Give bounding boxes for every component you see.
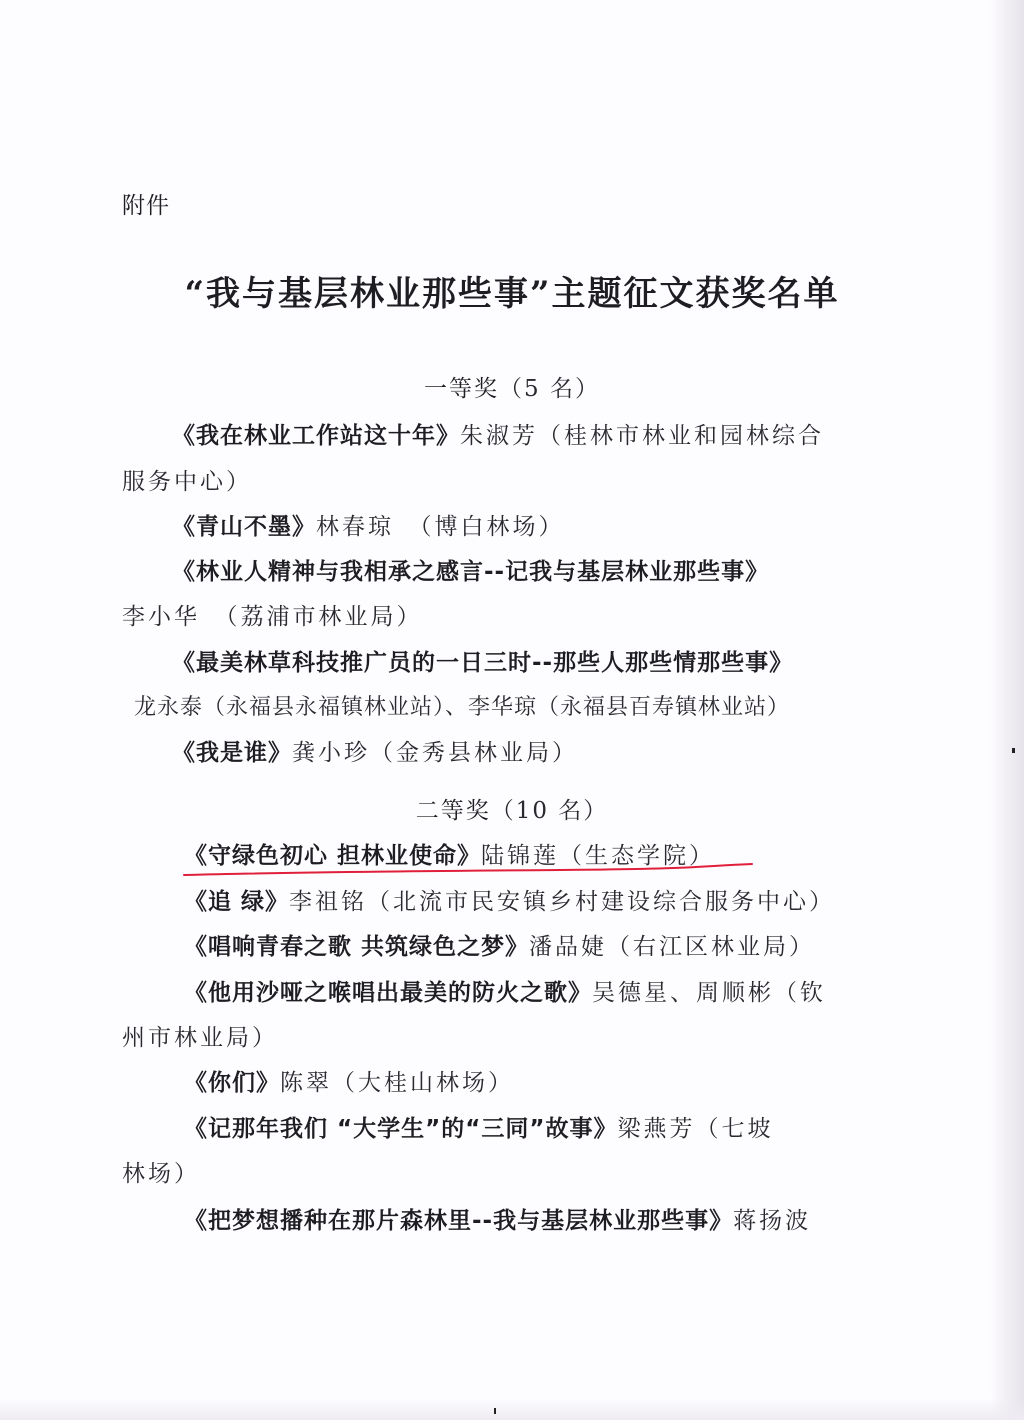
award-entry: [184, 1206, 811, 1236]
award-entry: [184, 841, 715, 871]
attachment-label: 附件: [122, 193, 170, 219]
entry-title: 《他用沙哑之喉唱出最美的防火之歌》: [184, 980, 592, 1006]
entry-author: 梁燕芳（七坡: [617, 1116, 774, 1142]
award-entry-continued: [134, 693, 790, 723]
scan-speck: [1012, 748, 1015, 753]
award-entry: [172, 738, 578, 768]
award-entry: [184, 978, 826, 1008]
entry-author: 朱淑芳（桂林市林业和园林综合: [460, 423, 824, 449]
entry-title: 《最美林草科技推广员的一日三时--那些人那些情那些事》: [172, 650, 794, 676]
award-entry: [184, 1068, 514, 1098]
award-entry: [172, 421, 824, 451]
entry-title: 《青山不墨》: [172, 514, 316, 540]
award-entry: [184, 887, 835, 917]
entry-author: 州市林业局）: [122, 1025, 278, 1051]
award-entry: [184, 1114, 773, 1144]
entry-author: 李祖铭（北流市民安镇乡村建设综合服务中心）: [289, 889, 836, 915]
entry-author: 龙永泰（永福县永福镇林业站）、李华琼（永福县百寿镇林业站）: [134, 695, 791, 720]
award-entry: [172, 512, 565, 542]
entry-title: 《你们》: [184, 1070, 280, 1096]
page-title: “我与基层林业那些事”主题征文获奖名单: [184, 274, 840, 314]
entry-title: 《守绿色初心 担林业使命》: [184, 843, 482, 869]
entry-author: 林春琼 （博白林场）: [316, 514, 565, 540]
entry-title: 《唱响青春之歌 共筑绿色之梦》: [184, 934, 530, 960]
award-entry-continued: [122, 1023, 278, 1053]
entry-title: 《记那年我们 “大学生”的“三同”故事》: [184, 1116, 618, 1142]
award-entry-continued: [122, 602, 423, 632]
section-heading-first-prize: [0, 374, 1024, 404]
scan-edge-right: [990, 0, 1024, 1420]
award-entry: [184, 932, 815, 962]
award-entry-continued: [122, 1159, 200, 1189]
entry-title: 《我是谁》: [172, 740, 292, 766]
entry-author: 李小华 （荔浦市林业局）: [122, 604, 423, 630]
scan-speck: [494, 1408, 496, 1414]
section-count: （5 名）: [499, 376, 600, 402]
entry-author: 潘品婕（右江区林业局）: [529, 934, 816, 960]
section-heading-second-prize: [0, 796, 1024, 826]
entry-author: 龚小珍（金秀县林业局）: [292, 740, 578, 766]
scan-edge-bottom: [0, 1398, 1024, 1420]
entry-author: 陈翠（大桂山林场）: [280, 1070, 514, 1096]
entry-title: 《追 绿》: [184, 889, 290, 915]
section-count: （10 名）: [490, 798, 609, 824]
section-label: 二等奖: [415, 798, 491, 824]
entry-author: 吴德星、周顺彬（钦: [592, 980, 826, 1006]
award-entry: [172, 648, 793, 678]
entry-author: 林场）: [122, 1161, 200, 1187]
section-label: 一等奖: [424, 376, 500, 402]
award-entry-continued: [122, 467, 252, 497]
entry-author: 陆锦莲（生态学院）: [481, 843, 716, 869]
entry-title: 《我在林业工作站这十年》: [172, 423, 460, 449]
entry-author: 服务中心）: [122, 469, 252, 495]
entry-title: 《林业人精神与我相承之感言--记我与基层林业那些事》: [172, 559, 770, 585]
entry-author: 蒋扬波: [733, 1208, 812, 1234]
award-entry: [172, 557, 769, 587]
entry-title: 《把梦想播种在那片森林里--我与基层林业那些事》: [184, 1208, 734, 1234]
